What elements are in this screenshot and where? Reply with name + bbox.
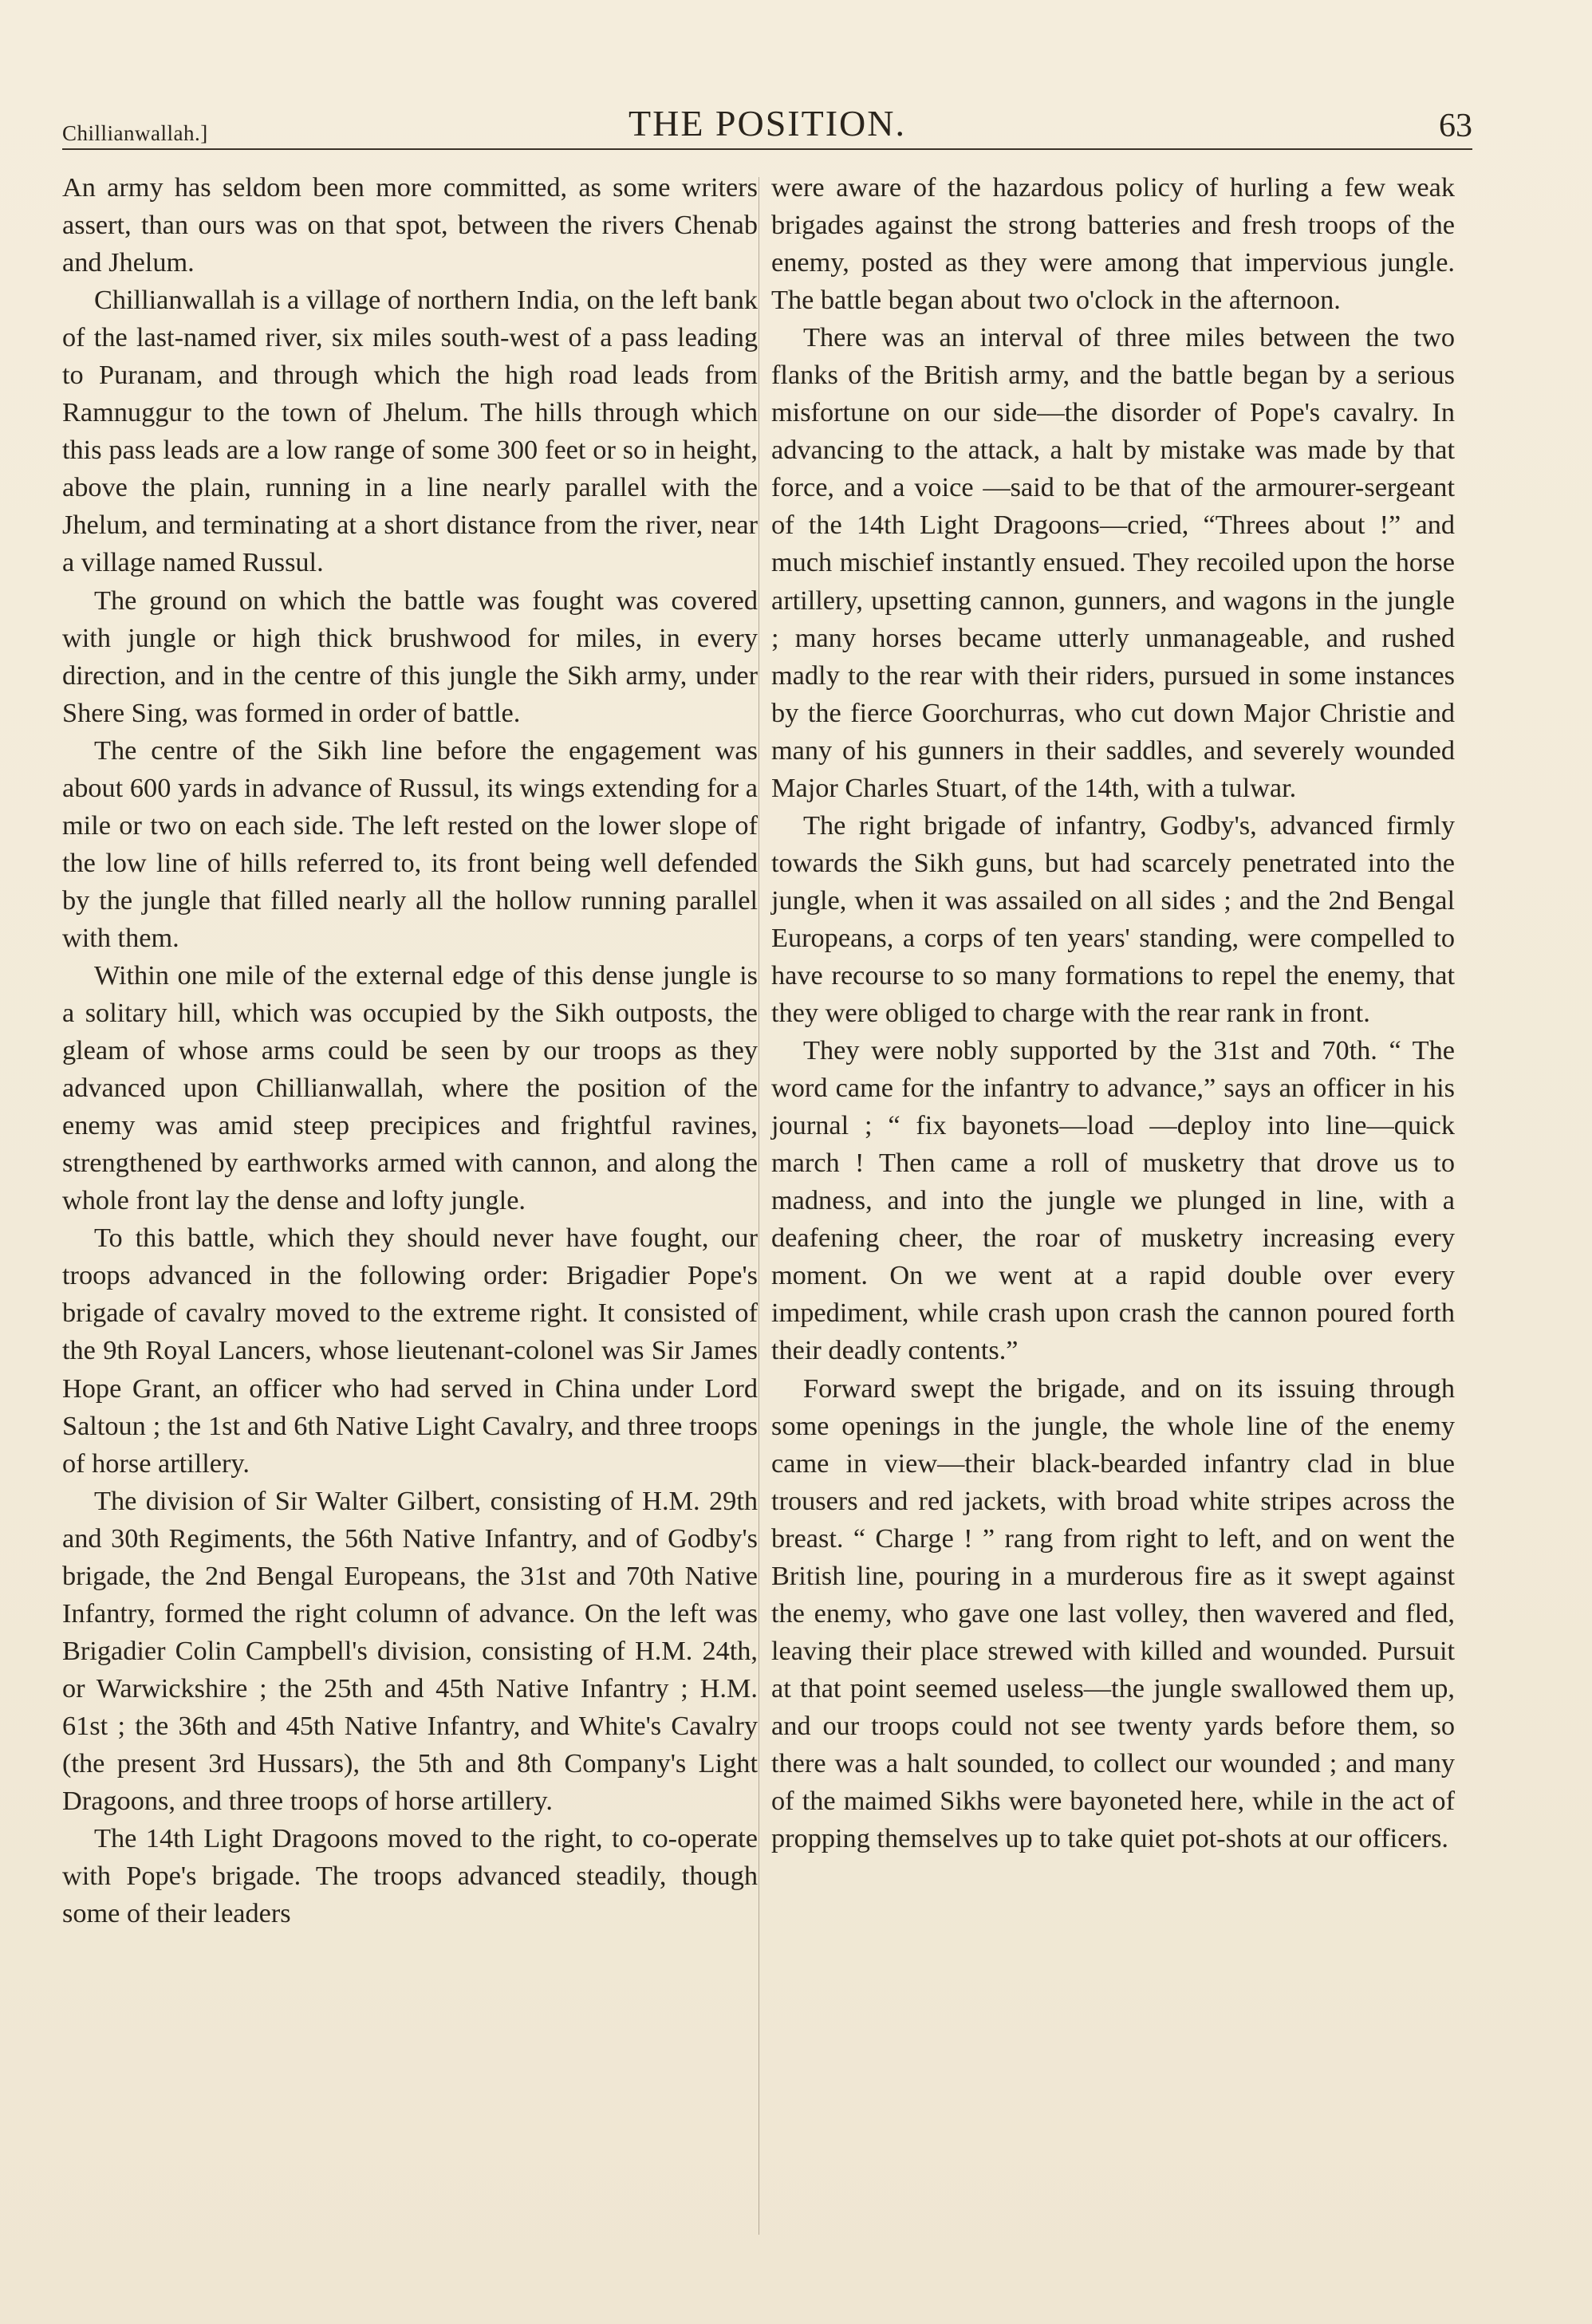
running-head-title: THE POSITION.: [629, 103, 906, 144]
left-column: [62, 169, 758, 1932]
paragraph: To this battle, which they should never have fought, our troops advanced in the following order: Brigadier Pope's brigade of cavalry moved to the extreme right. It consisted of the 9th Royal Lancers, whose lieutenant-colonel was Sir James Hope Grant, an officer who had served in China under Lord Saltoun ; the 1st and 6th Native Light Cavalry, and three troops of horse artillery.: [62, 1223, 758, 1479]
paragraph: An army has seldom been more committed, as some writers assert, than ours was on that spot, between the rivers Chenab and Jhelum.: [62, 172, 758, 278]
paragraph: The 14th Light Dragoons moved to the right, to co-operate with Pope's brigade. The troops advanced steadily, though some of their leaders: [62, 1823, 758, 1929]
page-number: 63: [1439, 108, 1472, 144]
paragraph: There was an interval of three miles between the two flanks of the British army, and the battle began by a serious misfortune on our side—the disorder of Pope's cavalry. In advancing to the attack, a halt by mistake was made by that force, and a voice —said to be that of the armourer-sergeant of the 14th Light Dragoons—cried, “Threes about !” and much mischief instantly ensued. They recoiled upon the horse artillery, upsetting cannon, gunners, and wagons in the jungle ; many horses became utterly unmanageable, and rushed madly to the rear with their riders, pursued in some instances by the fierce Goorchurras, who cut down Major Christie and many of his gunners in their saddles, and severely wounded Major Charles Stuart, of the 14th, with a tulwar.: [771, 322, 1455, 803]
header-rule: [62, 148, 1472, 150]
paragraph: The centre of the Sikh line before the engagement was about 600 yards in advance of Russul, its wings extending for a mile or two on each side. The left rested on the lower slope of the low line of hills referred to, its front being well defended by the jungle that filled nearly all the hollow running parallel with them.: [62, 735, 758, 953]
paragraph: The right brigade of infantry, Godby's, advanced firmly towards the Sikh guns, but had scarcely penetrated into the jungle, when it was assailed on all sides ; and the 2nd Bengal Europeans, a corps of ten years' standing, were compelled to have recourse to so many formations to repel the enemy, that they were obliged to charge with the rear rank in front.: [771, 809, 1455, 1029]
paragraph: The division of Sir Walter Gilbert, consisting of H.M. 29th and 30th Regiments, the 56th Native Infantry, and of Godby's brigade, the 2nd Bengal Europeans, the 31st and 70th Native Infantry, formed the right column of advance. On the left was Brigadier Colin Campbell's division, consisting of H.M. 24th, or Warwickshire ; the 25th and 45th Native Infantry ; H.M. 61st ; the 36th and 45th Native Infantry, and White's Cavalry (the present 3rd Hussars), the 5th and 8th Company's Light Dragoons, and three troops of horse artillery.: [62, 1485, 758, 1817]
running-head-section: Chillianwallah.]: [62, 121, 208, 145]
paragraph: Within one mile of the external edge of this dense jungle is a solitary hill, which was occupied by the Sikh outposts, the gleam of whose arms could be seen by our troops as they advanced upon Chillianwallah, where the position of the enemy was amid steep precipices and frightful ravines, strengthened by earthworks armed with cannon, and along the whole front lay the dense and lofty jungle.: [62, 959, 758, 1216]
paragraph: were aware of the hazardous policy of hurling a few weak brigades against the strong batteries and fresh troops of the enemy, posted as they were among that impervious jungle. The battle began about two o'clock in the afternoon.: [771, 172, 1455, 316]
paragraph: Chillianwallah is a village of northern India, on the left bank of the last-named river, six miles south-west of a pass leading to Puranam, and through which the high road leads from Ramnuggur to the town of Jhelum. The hills through which this pass leads are a low range of some 300 feet or so in height, above the plain, running in a line nearly parallel with the Jhelum, and terminating at a short distance from the river, near a village named Russul.: [62, 285, 758, 578]
running-head: [62, 94, 1472, 150]
paragraph: Forward swept the brigade, and on its issuing through some openings in the jungle, the whole line of the enemy came in view—their black-bearded infantry clad in blue trousers and red jackets, with broad white stripes across the breast. “ Charge ! ” rang from right to left, and on went the British line, pouring in a murderous fire as it swept against the enemy, who gave one last volley, then wavered and fled, leaving their place strewed with killed and wounded. Pursuit at that point seemed useless—the jungle swallowed them up, and our troops could not see twenty yards before them, so there was a halt sounded, to collect our wounded ; and many of the maimed Sikhs were bayoneted here, while in the act of propping themselves up to take quiet pot-shots at our officers.: [771, 1373, 1455, 1854]
paragraph: The ground on which the battle was fought was covered with jungle or high thick brushwood for miles, in every direction, and in the centre of this jungle the Sikh army, under Shere Sing, was formed in order of battle.: [62, 585, 758, 728]
paragraph: They were nobly supported by the 31st and 70th. “ The word came for the infantry to advance,” says an officer in his journal ; “ fix bayonets—load —deploy into line—quick march ! Then came a roll of musketry that drove us to madness, and into the jungle we plunged in line, with a deafening cheer, the roar of musketry increasing every moment. On we went at a rapid double over every impediment, while crash upon crash the cannon poured forth their deadly contents.”: [771, 1035, 1455, 1366]
right-column: [771, 169, 1455, 1857]
